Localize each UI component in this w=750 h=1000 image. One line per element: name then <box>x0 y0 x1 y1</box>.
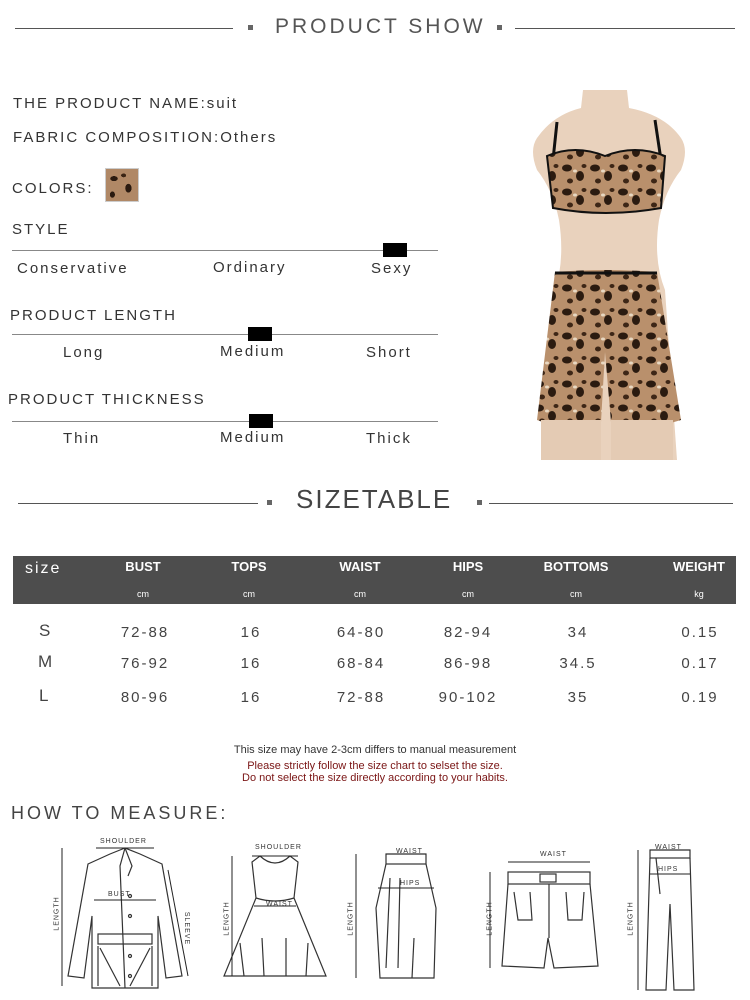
cell-tops: 16 <box>240 655 262 672</box>
cell-weight: 0.17 <box>681 655 719 672</box>
unit-bottoms: cm <box>570 589 582 599</box>
header-bullet-right <box>497 25 502 30</box>
scale-marker-style <box>383 243 407 257</box>
scale-option-medium-length: Medium <box>220 343 286 360</box>
product-name-value: suit <box>206 95 239 112</box>
col-header-bust: BUST <box>125 559 161 574</box>
measurement-note: This size may have 2-3cm differs to manual measurement <box>233 744 517 756</box>
size-table-header <box>13 556 736 604</box>
label-hips-skirt: HIPS <box>400 880 421 887</box>
scale-option-medium-thickness: Medium <box>220 429 286 446</box>
col-header-bottoms: BOTTOMS <box>543 559 609 574</box>
scale-option-sexy: Sexy <box>371 260 413 277</box>
sizetable-bullet-left <box>267 500 272 505</box>
col-header-hips: HIPS <box>452 559 484 574</box>
scale-option-long: Long <box>63 344 105 361</box>
scale-line-length <box>12 334 438 335</box>
fabric-composition <box>13 129 277 146</box>
cell-bust: 72-88 <box>120 624 170 641</box>
page-title: PRODUCT SHOW <box>275 15 486 38</box>
cell-bottoms: 34.5 <box>559 655 597 672</box>
sizetable-rule-right <box>489 503 733 504</box>
row-size-label: M <box>38 652 53 671</box>
cell-hips: 90-102 <box>438 689 498 706</box>
size-column-header: size <box>25 560 62 577</box>
scale-option-conservative: Conservative <box>17 260 129 277</box>
col-header-waist: WAIST <box>339 559 381 574</box>
size-warning-1: Please strictly follow the size chart to selset the size. <box>247 760 503 772</box>
cell-hips: 86-98 <box>443 655 493 672</box>
scale-marker-length <box>248 327 272 341</box>
cell-bottoms: 34 <box>567 624 589 641</box>
label-length-jacket: LENGTH <box>53 896 61 931</box>
cell-weight: 0.15 <box>681 624 719 641</box>
scale-marker-thickness <box>249 414 273 428</box>
label-shoulder-dress: SHOULDER <box>255 844 302 851</box>
scale-title-length: PRODUCT LENGTH <box>10 307 177 324</box>
color-swatch-leopard[interactable] <box>105 168 139 202</box>
header-rule-left <box>15 28 233 29</box>
row-size-label: L <box>39 686 49 705</box>
sizetable-bullet-right <box>477 500 482 505</box>
product-name-label: THE PRODUCT NAME: <box>13 95 207 112</box>
label-length-pants: LENGTH <box>627 901 635 936</box>
col-header-tops: TOPS <box>231 559 267 574</box>
unit-bust: cm <box>137 589 149 599</box>
label-shoulder-jacket: SHOULDER <box>100 838 147 845</box>
cell-waist: 68-84 <box>336 655 386 672</box>
scale-option-thick: Thick <box>366 430 412 447</box>
shorts-measure-illustration <box>480 850 610 975</box>
product-photo <box>505 90 705 465</box>
scale-title-style: STYLE <box>12 221 70 238</box>
label-length-dress: LENGTH <box>223 901 231 936</box>
cell-bust: 76-92 <box>120 655 170 672</box>
unit-tops: cm <box>243 589 255 599</box>
cell-hips: 82-94 <box>443 624 493 641</box>
col-header-weight: WEIGHT <box>673 559 725 574</box>
unit-weight: kg <box>694 589 704 599</box>
cell-bust: 80-96 <box>120 689 170 706</box>
scale-option-ordinary: Ordinary <box>213 259 287 276</box>
fabric-value: Others <box>220 129 278 146</box>
skirt-measure-illustration <box>340 848 450 983</box>
product-name <box>13 95 238 112</box>
sizetable-title: SIZETABLE <box>296 484 453 514</box>
how-to-measure-title: HOW TO MEASURE: <box>11 803 229 823</box>
colors-label: COLORS: <box>12 180 94 197</box>
dress-measure-illustration <box>220 848 330 983</box>
label-waist-pants: WAIST <box>655 844 682 851</box>
scale-option-short: Short <box>366 344 412 361</box>
header-bullet-left <box>248 25 253 30</box>
sizetable-rule-left <box>18 503 258 504</box>
cell-bottoms: 35 <box>567 689 589 706</box>
cell-tops: 16 <box>240 624 262 641</box>
fabric-label: FABRIC COMPOSITION: <box>13 129 221 146</box>
label-waist-dress: WAIST <box>266 901 293 908</box>
scale-option-thin: Thin <box>63 430 101 447</box>
size-warning-2: Do not select the size directly according to your habits. <box>242 772 508 784</box>
cell-waist: 64-80 <box>336 624 386 641</box>
unit-waist: cm <box>354 589 366 599</box>
scale-title-thickness: PRODUCT THICKNESS <box>8 391 206 408</box>
cell-weight: 0.19 <box>681 689 719 706</box>
label-length-skirt: LENGTH <box>347 901 355 936</box>
row-size-label: S <box>39 621 51 640</box>
label-waist-skirt: WAIST <box>396 848 423 855</box>
unit-hips: cm <box>462 589 474 599</box>
label-sleeve-jacket: SLEEVE <box>183 911 191 946</box>
label-waist-shorts: WAIST <box>540 851 567 858</box>
cell-waist: 72-88 <box>336 689 386 706</box>
jacket-measure-illustration <box>50 836 200 996</box>
label-hips-pants: HIPS <box>658 866 679 873</box>
label-length-shorts: LENGTH <box>486 901 494 936</box>
scale-line-style <box>12 250 438 251</box>
header-rule-right <box>515 28 735 29</box>
scale-line-thickness <box>12 421 438 422</box>
label-bust-jacket: BUST <box>108 891 131 898</box>
cell-tops: 16 <box>240 689 262 706</box>
